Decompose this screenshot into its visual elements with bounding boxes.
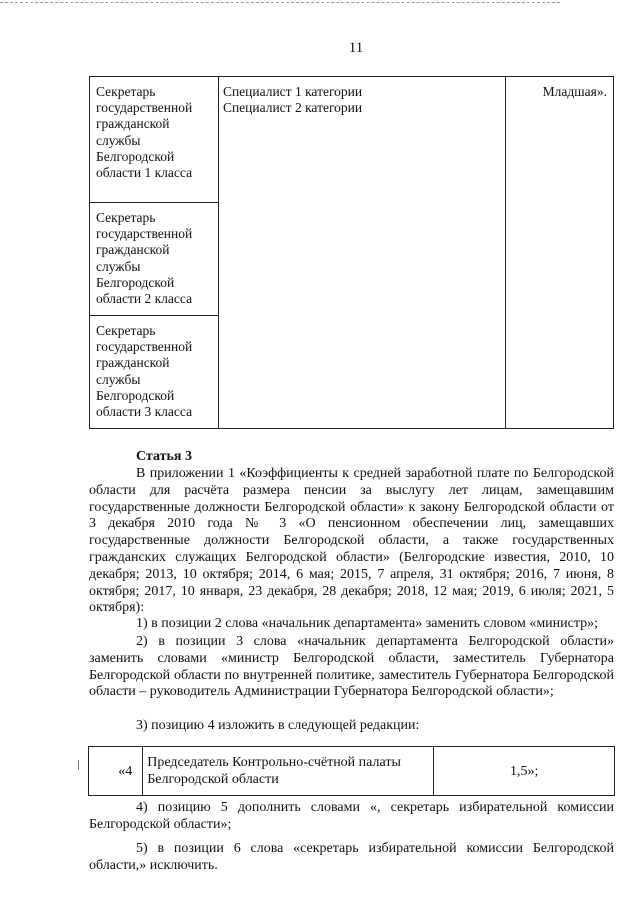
table-row: [90, 77, 614, 203]
list-item: 2) в позиции 3 слова «начальник департамента Белгородской области» заменить словами «министр Белгородской области, заместитель Губернатора Белгородской области по внутренней политике, заместитель Губернатора Белгородской области – руководитель Администрации Губернатора Белгородской области»;: [89, 634, 614, 700]
specialist-line: Специалист 2 категории: [222, 100, 363, 116]
position4-table: [88, 746, 615, 796]
position-number-cell: «4: [89, 747, 143, 796]
scan-top-edge: [0, 2, 560, 3]
list-item: 4) позицию 5 дополнить словами «, секретарь избирательной комиссии Белгородской области»;: [89, 800, 614, 832]
group-cell: Младшая».: [506, 77, 614, 429]
list-item: 1) в позиции 2 слова «начальник департамента» заменить словом «министр»;: [136, 616, 599, 631]
position-cell: Секретарь государственной гражданской службы Белгородской области 3 класса: [90, 316, 219, 429]
position-name-cell: Председатель Контрольно-счётной палаты Белгородской области: [143, 747, 434, 796]
margin-mark: [78, 760, 81, 770]
coefficient-cell: 1,5»;: [434, 747, 615, 796]
page-number: 11: [348, 40, 364, 56]
table-row: [89, 747, 615, 796]
positions-table: [89, 76, 614, 429]
position-cell: Секретарь государственной гражданской службы Белгородской области 1 класса: [90, 77, 219, 203]
article-intro: В приложении 1 «Коэффициенты к средней заработной плате по Белгородской области для расчёта размера пенсии за выслугу лет лицам, замещавшим государственные должности Белгородской области» к закону Белгородской области от 3 декабря 2010 года № 3 «О пенсионном обеспечении лиц, замещавших государственные должности Белгородской области, а также государственных гражданских служащих Белгородской области» (Белгородские известия, 2010, 10 декабря; 2013, 10 октября; 2014, 6 мая; 2015, 7 апреля, 31 октября; 2016, 7 июня, 8 октября; 2017, 10 января, 23 декабря, 28 декабря; 2018, 12 мая; 2019, 6 июля; 2021, 5 октября):: [89, 466, 614, 616]
specialist-line: Специалист 1 категории: [222, 84, 363, 99]
list-item: 3) позицию 4 изложить в следующей редакции:: [136, 718, 420, 733]
specialists-cell: [218, 77, 505, 429]
position-cell: Секретарь государственной гражданской службы Белгородской области 2 класса: [90, 203, 219, 316]
list-item: 5) в позиции 6 слова «секретарь избирательной комиссии Белгородской области,» исключить.: [89, 841, 614, 873]
article-title: Статья 3: [136, 449, 192, 464]
